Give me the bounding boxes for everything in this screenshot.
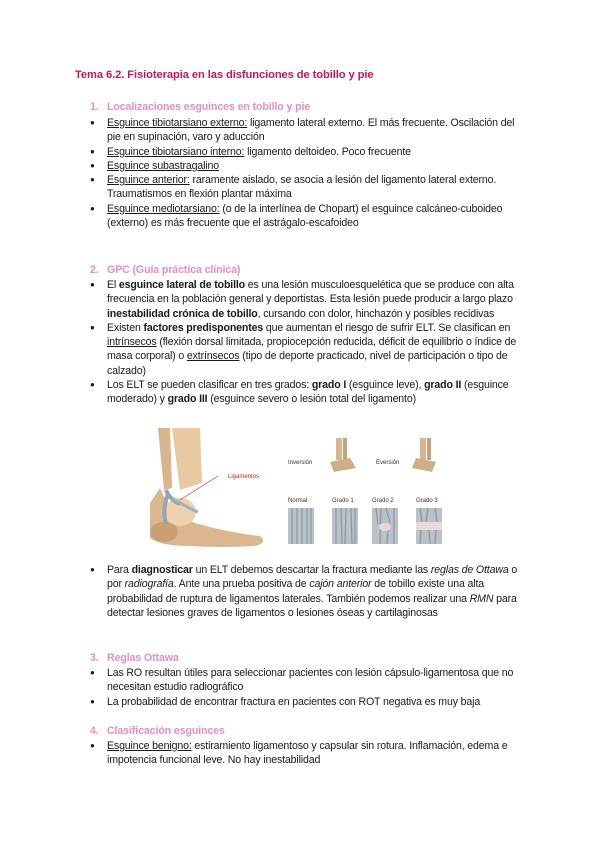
italic-term: cajón anterior xyxy=(309,578,372,591)
section-4-title: Clasificación esguinces xyxy=(107,725,225,737)
grade-label: Grado 2 xyxy=(372,498,394,504)
mini-fibula xyxy=(343,438,347,460)
section-3-number: 3. xyxy=(90,652,99,664)
term: Esguince tibiotarsiano interno: xyxy=(107,145,245,158)
full-tear xyxy=(416,522,442,530)
grade-label: Grado 1 xyxy=(332,498,354,504)
term: Esguince subastragalino xyxy=(107,159,219,172)
partial-tear xyxy=(379,523,391,531)
eversion-diagram xyxy=(376,438,436,472)
grade-2-swatch xyxy=(372,508,398,544)
tibia-bone xyxy=(172,428,202,490)
fibula-bone xyxy=(158,428,172,490)
inversion-diagram xyxy=(288,438,356,472)
section-4-number: 4. xyxy=(90,725,99,737)
list-item xyxy=(90,563,530,620)
text: (esguince moderado) y xyxy=(107,379,509,406)
text: (esguince severo o lesión total del ligamento) xyxy=(207,393,416,406)
section-3-title: Reglas Ottawa xyxy=(107,652,179,664)
text: . Ante una prueba positiva de xyxy=(173,578,310,591)
list-item: ● Las RO resultan útiles para seleccionar pacientes con lesión cápsulo-ligamentosa que no necesitan estudio radiográfico xyxy=(90,666,530,695)
term: Esguince mediotarsiano: xyxy=(107,202,220,215)
inversion-label: Inversión xyxy=(288,460,313,466)
section-3-heading xyxy=(90,652,179,664)
list-item xyxy=(90,145,530,159)
list-item xyxy=(90,278,530,321)
grade-1-swatch xyxy=(332,508,358,544)
list-item xyxy=(90,378,530,407)
italic-term: RMN xyxy=(469,592,494,605)
section-2-list xyxy=(90,278,530,407)
text: (esguince leve), xyxy=(346,379,425,392)
term: Esguince benigno: xyxy=(107,740,192,752)
list-item xyxy=(90,116,530,145)
text: Los ELT se pueden clasificar en tres grados: xyxy=(107,379,312,392)
ankle-ligament-figure xyxy=(150,428,450,558)
term: Esguince tibiotarsiano externo: xyxy=(107,117,248,129)
grade-label: Normal xyxy=(288,498,308,504)
list-item xyxy=(90,159,530,173)
section-1-number: 1. xyxy=(90,101,99,113)
text: Existen xyxy=(107,321,144,334)
mini-foot xyxy=(412,458,436,472)
text: que aumentan el riesgo de sufrir ELT. Se clasifican en xyxy=(263,321,511,334)
italic-term: radiografía xyxy=(124,578,174,591)
section-2-title: GPC (Guía práctica clínica) xyxy=(107,264,241,276)
section-2-heading xyxy=(90,264,240,276)
text: o por xyxy=(107,564,518,591)
mini-foot xyxy=(330,458,356,472)
mini-tibia xyxy=(420,438,426,460)
text: (flexión dorsal limitada, propiocepción reducida, déficit de equilibrio o índice de masa corporal) o xyxy=(107,336,517,363)
mini-tibia xyxy=(336,438,342,460)
list-item xyxy=(90,321,530,378)
underlined-term: extrínsecos xyxy=(186,350,240,363)
grade-label: Grado 3 xyxy=(416,498,438,504)
calcaneus-bone xyxy=(150,522,178,542)
description: estiramiento ligamentoso y capsular sin rotura. Inflamación, edema e impotencia funcional leve. No hay inestabilidad xyxy=(107,740,508,767)
text: (tipo de deporte practicado, nivel de participación o tipo de calzado) xyxy=(107,350,508,377)
description: (o de la interlínea de Chopart) el esguince calcáneo-cuboideo (externo) es más frecuente que el astrágalo-escafoideo xyxy=(107,202,503,230)
description: ligamento deltoideo. Poco frecuente xyxy=(244,145,411,158)
text: es una lesión musculoesquelética que se produce con alta frecuencia en la población general y deportistas. Esta lesión puede producir a largo plazo xyxy=(107,279,514,306)
text: El xyxy=(107,279,119,291)
list-item: ● La probabilidad de encontrar fractura en pacientes con ROT negativa es muy baja xyxy=(90,695,530,709)
text: para detectar lesiones graves de ligamentos o lesiones óseas y cartilaginosas xyxy=(107,592,517,619)
section-1-heading xyxy=(90,101,310,113)
ankle-illustration xyxy=(150,428,450,558)
italic-term: reglas de Ottawa xyxy=(430,564,509,576)
grade-3-swatch xyxy=(416,508,442,544)
underlined-term: intrínsecos xyxy=(107,336,157,349)
description: raramente aislado, se asocia a lesión del ligamento lateral externo. Traumatismos en flexión plantar máxima xyxy=(107,174,497,201)
term: Esguince anterior: xyxy=(107,174,190,187)
grade-normal-swatch xyxy=(288,508,314,544)
description: ligamento lateral externo. El más frecuente. Oscilación del pie en supinación, varo y aducción xyxy=(107,117,515,144)
section-1-list xyxy=(90,116,530,230)
bold-term: grado III xyxy=(167,393,208,406)
list-item xyxy=(90,173,530,202)
bold-term: grado I xyxy=(311,379,347,392)
text: , cursando con dolor, hinchazón y posibles recidivas xyxy=(257,307,495,320)
bold-term: esguince lateral de tobillo xyxy=(118,279,245,291)
section-2-list-continued xyxy=(90,563,530,620)
eversion-label: Eversión xyxy=(376,460,400,466)
list-item xyxy=(90,739,530,768)
section-3-list xyxy=(90,666,530,709)
document-title: Tema 6.2. Fisioterapia en las disfunciones de tobillo y pie xyxy=(75,69,374,81)
bold-term: grado II xyxy=(424,379,462,392)
bold-term: diagnosticar xyxy=(131,564,193,576)
bold-term: factores predisponentes xyxy=(143,321,264,334)
text: un ELT debemos descartar la fractura mediante las xyxy=(192,564,431,576)
section-2-number: 2. xyxy=(90,264,99,276)
list-item xyxy=(90,202,530,231)
section-4-list xyxy=(90,739,530,768)
bold-term: inestabilidad crónica de tobillo xyxy=(107,307,258,320)
text: Para xyxy=(107,564,132,576)
section-4-heading xyxy=(90,725,225,737)
section-1-title: Localizaciones esguinces en tobillo y pie xyxy=(107,101,311,113)
ligamentos-label: Ligamentos xyxy=(228,474,260,480)
text: de tobillo existe una alta probabilidad de ruptura de ligamentos laterales. También podemos realizar una xyxy=(107,578,484,605)
mini-fibula xyxy=(427,438,431,460)
